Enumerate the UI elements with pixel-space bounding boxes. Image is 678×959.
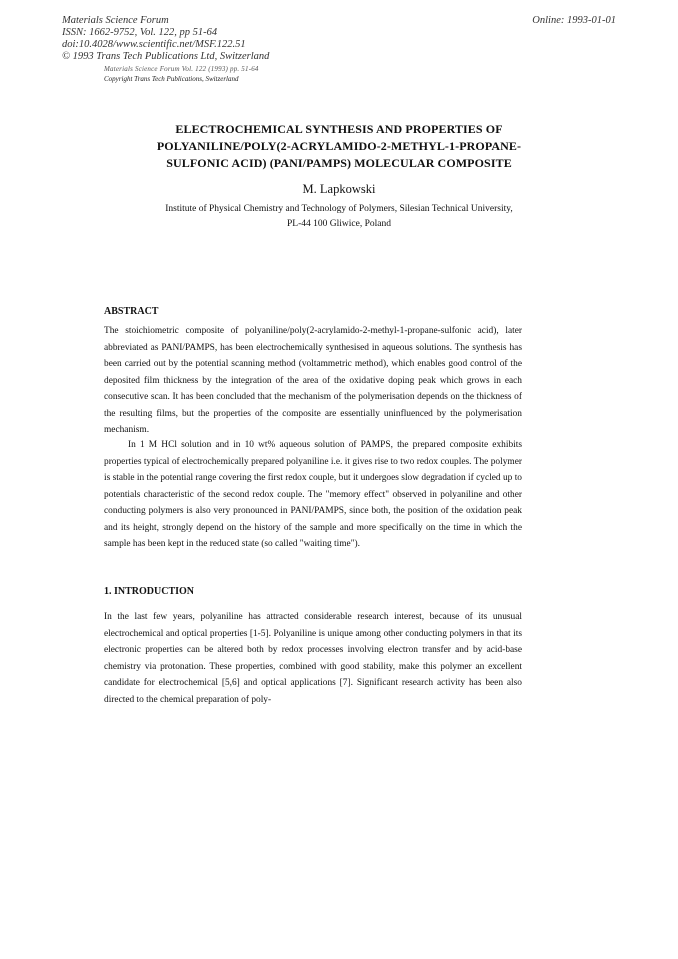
online-date: Online: 1993-01-01: [532, 15, 616, 26]
title-line-1: ELECTROCHEMICAL SYNTHESIS AND PROPERTIES OF: [175, 122, 503, 136]
original-reference: [104, 64, 259, 84]
paper-title: [100, 121, 578, 172]
introduction-heading: 1. INTRODUCTION: [104, 586, 195, 597]
title-line-2: POLYANILINE/POLY(2-ACRYLAMIDO-2-METHYL-1-PROPANE-: [156, 139, 522, 153]
copyright-line: © 1993 Trans Tech Publications Ltd, Switzerland: [62, 51, 270, 62]
abstract-paragraph-1: The stoichiometric composite of polyaniline/poly(2-acrylamido-2-methyl-1-propane-sulfonic acid), later abbreviated as PANI/PAMPS, has been electrochemically synthesised in aqueous solutions. The synthesis has been carried out by the potential scanning method (voltammetric method), which enables good control of the deposited film thickness by the integration of the area of the oxidative doping peak which grows in each consecutive scan. It has been concluded that the mechanism of the polymerisation depends on the thickness of the resulting films, but the properties of the composite are essentially uninfluenced by the polymerisation mechanism.: [104, 326, 522, 435]
abstract-paragraph-2: In 1 M HCl solution and in 10 wt% aqueous solution of PAMPS, the prepared composite exhibits properties typical of electrochemically prepared polyaniline i.e. it gives rise to two redox couples. The polymer is stable in the potential range covering the first redox couple, but it undergoes slow degradation if cycled up to potentials characteristic of the second redox couple. The "memory effect" observed in polyaniline and other conducting polymers is also very pronounced in PANI/PAMPS, since both, the position of the oxidation peak and its height, strongly depend on the history of the sample and more specifically on the time in which the sample has been kept in the reduced state (so called "waiting time").: [104, 440, 522, 549]
original-copyright: Copyright Trans Tech Publications, Switzerland: [104, 75, 239, 83]
issn-line: ISSN: 1662-9752, Vol. 122, pp 51-64: [62, 27, 218, 38]
original-citation: Materials Science Forum Vol. 122 (1993) pp. 51-64: [104, 65, 259, 73]
doi-line: doi:10.4028/www.scientific.net/MSF.122.51: [62, 39, 246, 50]
abstract-heading: ABSTRACT: [104, 306, 159, 317]
affiliation-line-2: PL-44 100 Gliwice, Poland: [287, 219, 391, 229]
title-line-3: SULFONIC ACID) (PANI/PAMPS) MOLECULAR COMPOSITE: [166, 156, 512, 170]
journal-metadata: [62, 15, 269, 63]
introduction-paragraph-1: In the last few years, polyaniline has attracted considerable research interest, because of its unusual electrochemical and optical properties [1-5]. Polyaniline is unique among other conducting polymers in that its electronic properties can be altered both by redox processes involving electron transfer and by acid-base chemistry via protonation. These properties, combined with good stability, make this polymer an excellent candidate for electrochemical [5,6] and optical applications [7]. Significant research activity has been also directed to the chemical preparation of poly-: [104, 612, 522, 705]
author-name: M. Lapkowski: [302, 182, 376, 196]
affiliation: [100, 202, 578, 232]
journal-name: Materials Science Forum: [62, 15, 169, 26]
affiliation-line-1: Institute of Physical Chemistry and Technology of Polymers, Silesian Technical University,: [165, 204, 513, 214]
